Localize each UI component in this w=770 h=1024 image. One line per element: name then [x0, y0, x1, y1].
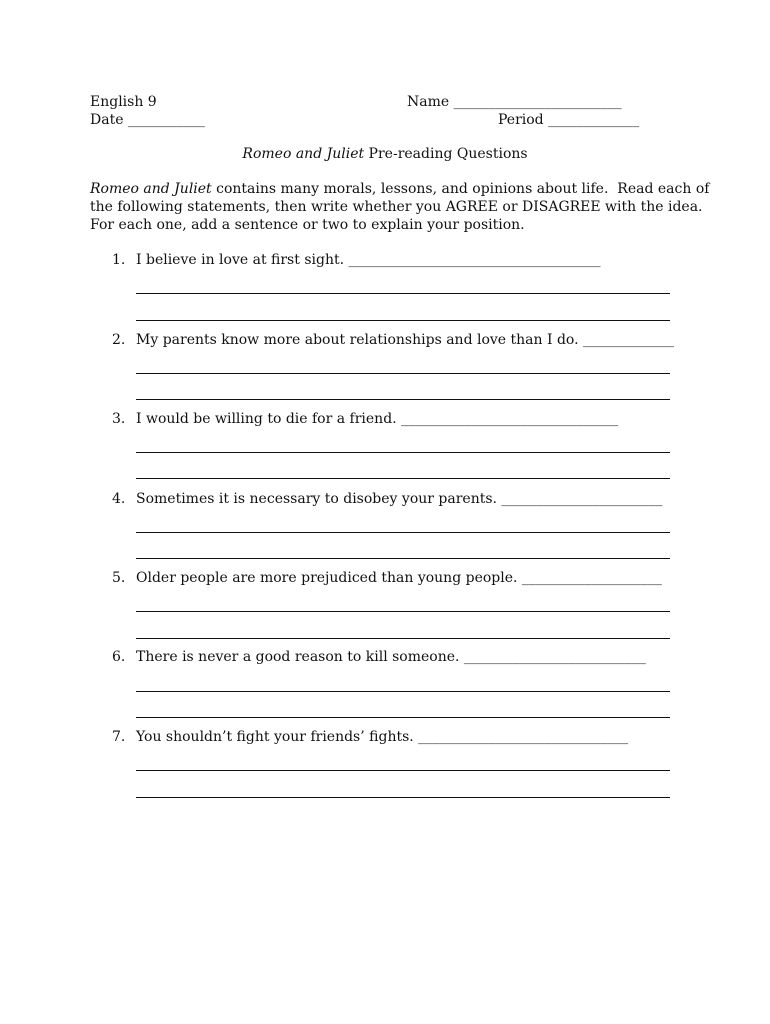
name-field-label: Name ________________________ [407, 94, 622, 110]
period-field-label: Period _____________ [498, 112, 640, 128]
date-field-label: Date ___________ [90, 112, 205, 128]
question-text: Sometimes it is necessary to disobey your parents. _______________________ [136, 491, 663, 507]
title-italic: Romeo and Juliet [242, 146, 365, 162]
answer-line[interactable] [136, 638, 670, 639]
answer-line[interactable] [136, 558, 670, 559]
question-text: Older people are more prejudiced than young people. ____________________ [136, 570, 662, 586]
answer-line[interactable] [136, 293, 670, 294]
question-number: 7. [112, 729, 126, 745]
answer-line[interactable] [136, 611, 670, 612]
answer-line[interactable] [136, 691, 670, 692]
intro-line-1-rest: contains many morals, lessons, and opinions about life. Read each of [211, 181, 710, 197]
question-number: 1. [112, 252, 126, 268]
question-number: 3. [112, 411, 126, 427]
intro-line-1 [90, 180, 710, 198]
intro-paragraph [90, 180, 710, 234]
question-number: 4. [112, 491, 126, 507]
intro-line-2: the following statements, then write whether you AGREE or DISAGREE with the idea. [90, 199, 703, 215]
answer-line[interactable] [136, 532, 670, 533]
course-label: English 9 [90, 94, 157, 110]
title-rest: Pre-reading Questions [364, 146, 528, 162]
answer-line[interactable] [136, 770, 670, 771]
question-text: My parents know more about relationships and love than I do. _____________ [136, 332, 675, 348]
question-text: There is never a good reason to kill someone. __________________________ [136, 649, 646, 665]
page-title [0, 145, 770, 163]
answer-line[interactable] [136, 399, 670, 400]
answer-line[interactable] [136, 717, 670, 718]
intro-italic: Romeo and Juliet [90, 181, 212, 197]
answer-line[interactable] [136, 797, 670, 798]
answer-line[interactable] [136, 373, 670, 374]
intro-line-3: For each one, add a sentence or two to explain your position. [90, 217, 525, 233]
question-number: 5. [112, 570, 126, 586]
question-text: You shouldn’t fight your friends’ fights. ______________________________ [136, 729, 629, 745]
answer-line[interactable] [136, 320, 670, 321]
question-number: 6. [112, 649, 126, 665]
answer-line[interactable] [136, 452, 670, 453]
answer-line[interactable] [136, 478, 670, 479]
question-text: I believe in love at first sight. ____________________________________ [136, 252, 601, 268]
question-text: I would be willing to die for a friend. _______________________________ [136, 411, 619, 427]
question-number: 2. [112, 332, 126, 348]
